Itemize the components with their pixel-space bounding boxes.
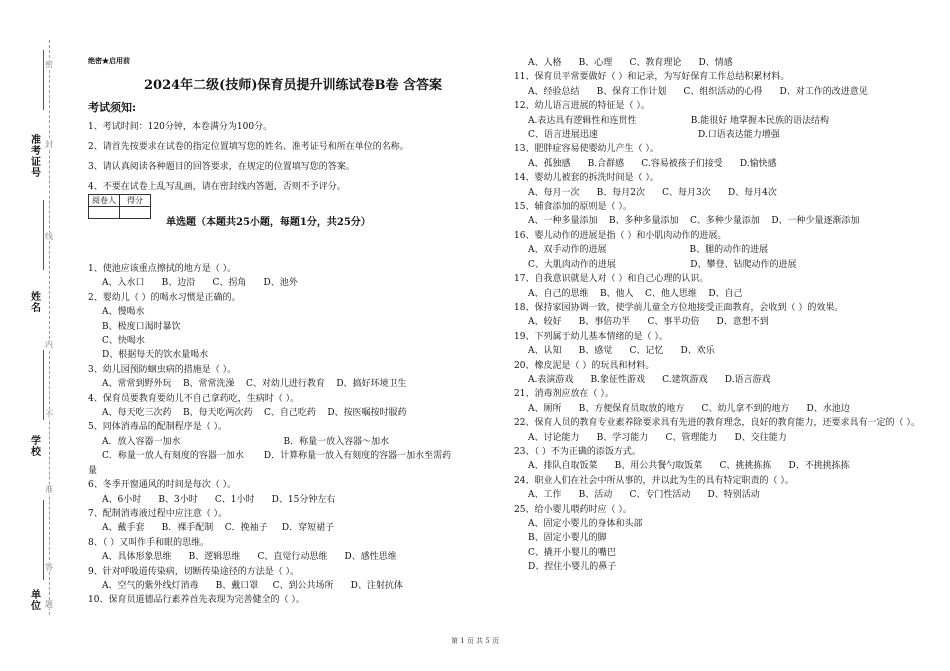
question-text: 2、婴幼儿（ ）的喝水习惯是正确的。 <box>88 292 241 303</box>
seal-line <box>49 40 50 615</box>
answer-options: B、极度口渴时暴饮 <box>102 321 181 332</box>
answer-options: A、较好 B、事倍功半 C、事半功倍 D、意想不到 <box>528 317 769 328</box>
answer-options: A.表演游戏 B.象征性游戏 C.建筑游戏 D.语言游戏 <box>528 374 771 385</box>
seal-char: 密 <box>45 60 53 69</box>
score-header: 得分 <box>120 195 151 207</box>
answer-options: A、经验总结 B、保育工作计划 C、组织活动的心得 D、对工作的改进意见 <box>528 86 868 97</box>
page-footer: 第 1 页 共 5 页 <box>450 637 500 645</box>
left-column <box>88 56 498 606</box>
answer-options: B、固定小婴儿的脚 <box>528 533 607 544</box>
section-title: 单选题（本题共25小题，每题1分，共25分） <box>166 217 371 228</box>
answer-options: A、讨论能力 B、学习能力 C、管理能力 D、交往能力 <box>528 432 787 443</box>
answer-options: C、快喝水 <box>102 336 145 347</box>
question-text: 4、保育员要教育要幼儿不自己拿药吃，生病时（ ）。 <box>88 393 300 404</box>
question-text: 21、消毒剂应放在（ ）。 <box>514 389 614 400</box>
exam-id-label: 准考证号 <box>31 135 41 179</box>
question-text: 9、针对呼吸道传染病，切断传染途径的方法是（ ）。 <box>88 566 300 577</box>
answer-options: A、厕所 B、方便保育员取放的地方 C、幼儿拿不到的地方 D、水池边 <box>528 403 850 414</box>
question-text: 13、肥胖症容易使婴幼儿产生（ ）。 <box>514 144 659 155</box>
answer-options: A．放入容器一加水 B．称量一放入容器～加水 <box>102 436 390 447</box>
score-cell[interactable] <box>120 207 151 219</box>
question-text: 22、保育人员的教育专业素养除要求具有先进的教育理念，良好的教育能力，还要求具有一定的（ ）。 <box>514 418 920 429</box>
answer-options: A、双手动作的进展 B、腿的动作的进展 <box>528 245 769 256</box>
answer-options: A、自己的思维 B、他人 C、他人思维 D、自己 <box>528 288 743 299</box>
notice-item: 3、请认真阅读各种题目的回答要求，在规定的位置填写您的答案。 <box>88 162 355 172</box>
question-text: 20、橡皮泥是（ ）的玩具和材料。 <box>514 360 655 371</box>
question-text: 12、幼儿语言进展的特征是（ ）。 <box>514 101 650 112</box>
left-question-list <box>88 262 498 608</box>
seal-char: 封 <box>45 140 53 149</box>
name-label: 姓名 <box>31 292 41 314</box>
question-text: 18、保持家园协调一致，使学前儿童全方位地接受正面教育，会收到（ ）的效果。 <box>514 302 844 313</box>
question-text: 14、婴幼儿被套的拆洗时间是（ ）。 <box>514 173 659 184</box>
answer-options: D、捏住小婴儿的鼻子 <box>528 562 617 573</box>
answer-options: C、语言进展迅速 D.口语表达能力增强 <box>528 130 780 141</box>
answer-options: A、常常到野外玩 B、常常洗澡 C、对幼儿进行教育 D、搞好环境卫生 <box>102 379 407 390</box>
notice-item: 4、不要在试卷上乱写乱画，请在密封线内答题，否则不予评分。 <box>88 182 346 192</box>
answer-options: A、排队自取饭菜 B、用公共餐勺取饭菜 C、挑挑拣拣 D、不挑挑拣拣 <box>528 461 850 472</box>
question-text: 17、自我意识就是人对（ ）和自己心理的认识。 <box>514 274 709 285</box>
question-text: 3、幼儿园预防蛔虫病的措施是（ ）。 <box>88 364 237 375</box>
answer-options: C．称量一放人有刻度的容器一加水 D．计算称量一放入有刻度的容器一加水至需药 <box>102 451 452 462</box>
answer-options: A、6小时 B、3小时 C、1小时 D、15分钟左右 <box>102 494 336 505</box>
answer-options: C、大肌肉动作的进展 D、攀登、钻爬动作的进展 <box>528 259 797 270</box>
answer-options: A、人格 B、心理 C、教育理论 D、情感 <box>528 58 733 68</box>
answer-options: D、根据每天的饮水量喝水 <box>102 350 209 361</box>
answer-options: A、戴手套 B．裸手配制 C．挽袖子 D．穿短裙子 <box>102 523 335 534</box>
answer-options: A、每月一次 B、每月2次 C、每月3次 D、每月4次 <box>528 187 777 198</box>
question-text: 7、配制消毒液过程中应注意（ ）。 <box>88 508 228 519</box>
question-text: 24、职业人们在社会中所从事的，并以此为生的具有特定职责的（ ）。 <box>514 475 794 486</box>
question-text: 25、给小婴儿喂药时应（ ）。 <box>514 504 632 515</box>
secret-mark: 绝密★启用前 <box>88 56 130 65</box>
question-text: 11、保育员平常要做好（ ）和记录，为写好保育工作总结积累材料。 <box>514 72 790 83</box>
grader-header: 阅卷人 <box>89 195 120 207</box>
question-text: 15、辅食添加的原则是（ ）。 <box>514 202 632 213</box>
answer-options: A、具体形象思维 B、逻辑思维 C、直觉行动思维 D、感性思维 <box>102 552 397 563</box>
page-title: 2024年二级(技师)保育员提升训练试卷B卷 含答案 <box>144 78 442 93</box>
question-text: 16、婴儿动作的进展是指（ ）和小肌肉动作的进展。 <box>514 230 727 241</box>
notice-item: 1、考试时间：120分钟，本卷满分为100分。 <box>88 122 273 132</box>
seal-char: 不 <box>45 410 53 419</box>
answer-options: A、空气的紫外线灯消毒 B、戴口罩 C、到公共场所 D、注射抗体 <box>102 580 403 591</box>
option-continuation: 量 <box>88 465 98 476</box>
score-box <box>88 194 151 219</box>
question-text: 19、下列属于幼儿基本情绪的是（ ）。 <box>514 331 668 342</box>
seal-char: 准 <box>45 485 53 494</box>
question-text: 5、同体消毒品的配制程序是（ ）。 <box>88 422 228 433</box>
notice-heading: 考试须知: <box>88 101 137 114</box>
seal-char: 内 <box>45 340 53 349</box>
answer-options: A、固定小婴儿的身体和头部 <box>528 519 643 529</box>
answer-options: A、慢喝水 <box>102 307 145 318</box>
unit-label: 单位 <box>31 590 41 612</box>
question-text: 23、（ ）不为正确的添饭方式。 <box>514 446 641 457</box>
right-question-list <box>514 56 924 575</box>
answer-options: A.表达具有逻辑性和连贯性 B.能很好 地掌握本民族的语法结构 <box>528 115 830 126</box>
seal-char: 线 <box>45 232 53 241</box>
answer-options: A、工作 B、活动 C、专门性活动 D、特别活动 <box>528 490 760 501</box>
seal-char: 答 <box>45 563 53 572</box>
answer-options: A、入水口 B、边沿 C、拐角 D、池外 <box>102 278 298 289</box>
exam-id-field-line <box>43 50 44 110</box>
seal-char: 题 <box>45 600 53 609</box>
answer-options: A、一种多量添加 B、多种多量添加 C、多种少量添加 D、一种少量逐渐添加 <box>528 216 860 227</box>
question-text: 8、（ ）又叫作手和眼的思维。 <box>88 537 210 548</box>
grader-cell[interactable] <box>89 207 120 219</box>
binding-margin <box>0 0 70 671</box>
answer-options: A、每天吃三次药 B、每天吃两次药 C、自己吃药 D、按医嘱按时服药 <box>102 408 407 419</box>
answer-options: A、认知 B、感觉 C、记忆 D、欢乐 <box>528 346 715 357</box>
school-label: 学校 <box>31 436 41 458</box>
answer-options: C、撬开小婴儿的嘴巴 <box>528 547 616 558</box>
answer-options: A、孤独感 B.合群感 C.容易被孩子们接受 D.愉快感 <box>528 158 777 169</box>
notice-item: 2、请首先按要求在试卷的指定位置填写您的姓名、准考证号和所在单位的名称。 <box>88 142 409 152</box>
question-text: 1、使池应该重点擦拭的地方是（ ）。 <box>88 264 237 274</box>
question-text: 10、保育员道德品行素养首先表现为完善健全的（ ）。 <box>88 595 305 606</box>
question-text: 6、冬季开窗通风的时间是每次（ ）。 <box>88 480 237 491</box>
